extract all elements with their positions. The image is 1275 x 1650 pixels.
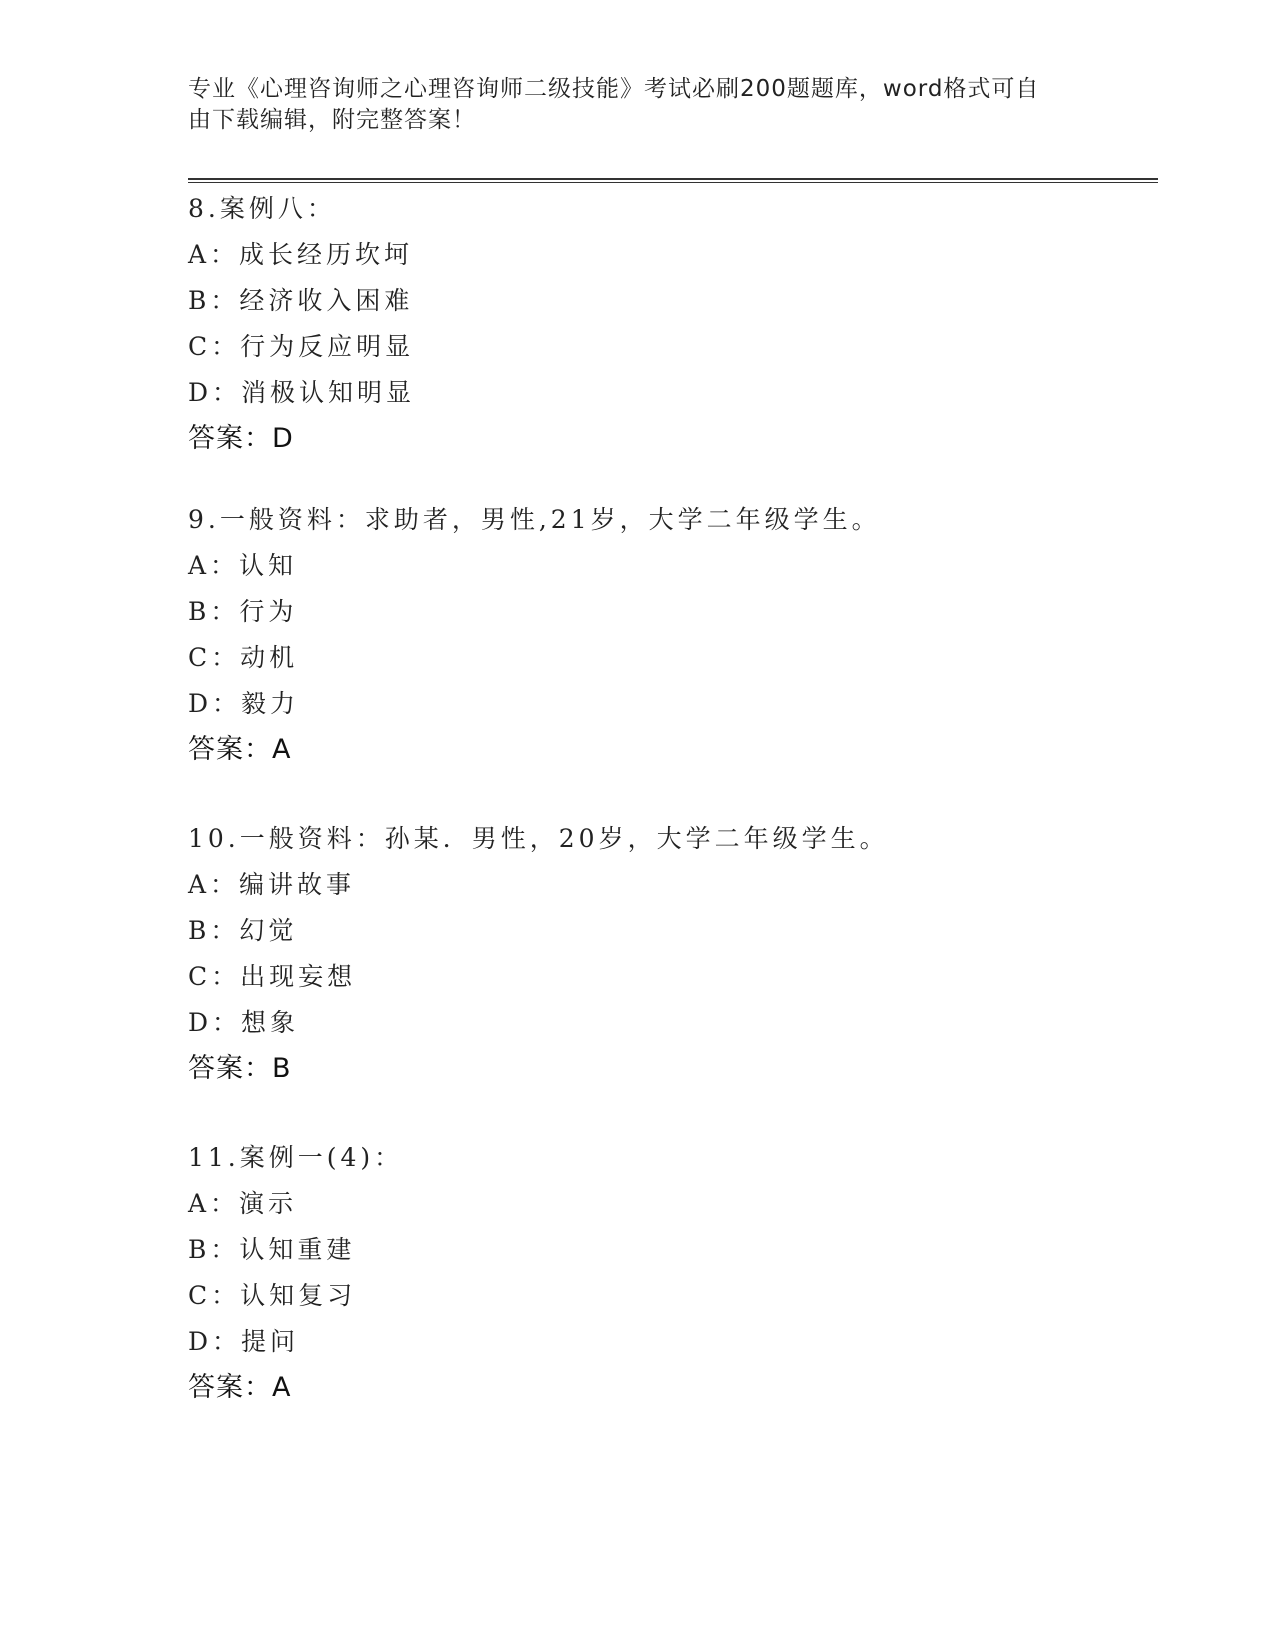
option-c: C：动机 [188,643,299,672]
option-d: D：消极认知明显 [188,378,416,407]
document-header [188,74,1068,136]
answer-line: 答案：A [188,1372,292,1403]
option-c: C：出现妄想 [188,962,357,991]
option-b: B：幻觉 [188,916,298,945]
option-c: C：认知复习 [188,1281,357,1310]
header-divider-thin [188,182,1158,183]
option-a: A：认知 [188,551,298,580]
question-stem: 8.案例八： [188,194,336,223]
header-line-2: 由下载编辑，附完整答案！ [188,107,476,133]
option-c: C：行为反应明显 [188,332,415,361]
option-b: B：认知重建 [188,1235,356,1264]
answer-line: 答案：A [188,734,292,765]
option-a: A：演示 [188,1189,298,1218]
question-8 [188,186,1148,462]
option-a: A：成长经历坎坷 [188,240,414,269]
option-b: B：行为 [188,597,298,626]
option-d: D：想象 [188,1008,300,1037]
answer-line: 答案：D [188,423,294,454]
option-a: A：编讲故事 [188,870,356,899]
option-b: B：经济收入困难 [188,286,414,315]
option-d: D：毅力 [188,689,300,718]
question-stem: 9.一般资料：求助者，男性,21岁，大学二年级学生。 [188,505,881,534]
option-d: D：提问 [188,1327,300,1356]
question-10 [188,816,1148,1092]
header-line-1: 专业《心理咨询师之心理咨询师二级技能》考试必刷200题题库，word格式可自 [188,76,1040,102]
question-stem: 11.案例一(4)： [188,1143,404,1172]
question-stem: 10.一般资料：孙某．男性，20岁，大学二年级学生。 [188,824,889,853]
header-divider-thick [188,178,1158,180]
question-9 [188,497,1148,773]
answer-line: 答案：B [188,1053,292,1084]
question-11 [188,1135,1148,1411]
